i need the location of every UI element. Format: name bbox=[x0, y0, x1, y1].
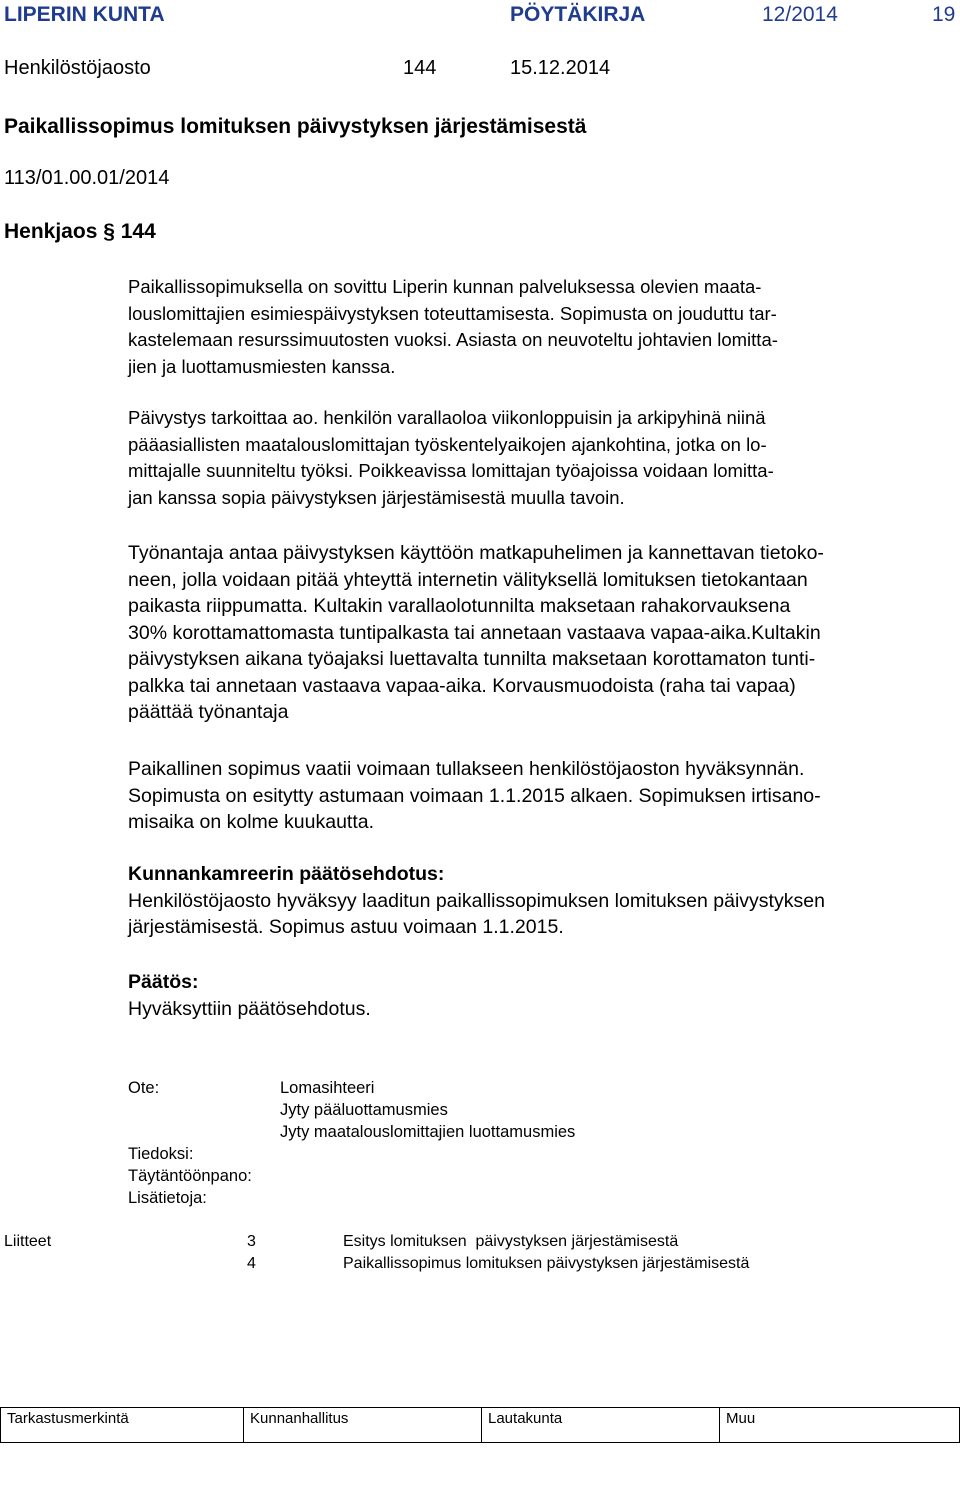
review-table bbox=[0, 1407, 960, 1443]
paragraph-line: Työnantaja antaa päivystyksen käyttöön matkapuhelimen ja kannettavan tietoko- bbox=[128, 542, 824, 564]
proposal-label: Kunnankamreerin päätösehdotus: bbox=[128, 863, 445, 885]
recipient: Jyty pääluottamusmies bbox=[280, 1101, 448, 1119]
taytantoonpano-label: Täytäntöönpano: bbox=[128, 1167, 252, 1185]
ote-recipients bbox=[280, 1077, 575, 1143]
paragraph-4 bbox=[128, 756, 954, 836]
paragraph-line: Sopimusta on esitytty astumaan voimaan 1.1.2015 alkaen. Sopimuksen irtisano- bbox=[128, 784, 821, 807]
proposal-block bbox=[128, 861, 954, 941]
review-row bbox=[1, 1408, 960, 1443]
recipient: Jyty maatalouslomittajien luottamusmies bbox=[280, 1123, 576, 1141]
document-type: PÖYTÄKIRJA bbox=[510, 3, 646, 26]
recipient: Lomasihteeri bbox=[280, 1079, 375, 1097]
paragraph-line: misaika on kolme kuukautta. bbox=[128, 811, 375, 833]
paragraph-line: Päivystys tarkoittaa ao. henkilön varallaoloa viikonloppuisin ja arkipyhinä niinä bbox=[128, 407, 766, 428]
review-cell-lautakunta: Lautakunta bbox=[482, 1408, 720, 1443]
item-code: 113/01.00.01/2014 bbox=[4, 167, 170, 189]
paragraph-1 bbox=[128, 274, 954, 380]
document-number: 12/2014 bbox=[762, 3, 838, 26]
meeting-date: 15.12.2014 bbox=[510, 57, 611, 79]
decision-label: Päätös: bbox=[128, 971, 199, 993]
lisatietoja-label: Lisätietoja: bbox=[128, 1189, 207, 1207]
tiedoksi-label: Tiedoksi: bbox=[128, 1145, 194, 1163]
proposal-line: Henkilöstöjaosto hyväksyy laaditun paikallissopimuksen lomituksen päivystyksen bbox=[128, 889, 825, 912]
paragraph-line: neen, jolla voidaan pitää yhteyttä internetin välityksellä lomituksen tietokantaan bbox=[128, 568, 808, 591]
review-cell-tarkastusmerkinta: Tarkastusmerkintä bbox=[1, 1408, 244, 1443]
review-cell-muu: Muu bbox=[720, 1408, 960, 1443]
paragraph-line: jien ja luottamusmiesten kanssa. bbox=[128, 355, 396, 377]
page-number: 19 bbox=[932, 3, 956, 26]
paragraph-line: mittajalle suunniteltu työksi. Poikkeavissa lomittajan työajoissa voidaan lomitta- bbox=[128, 460, 774, 481]
ote-label: Ote: bbox=[128, 1079, 160, 1097]
decision-block bbox=[128, 969, 954, 1022]
section-label: Henkjaos § 144 bbox=[4, 220, 156, 243]
body-name: Henkilöstöjaosto bbox=[4, 57, 151, 79]
section-number: 144 bbox=[403, 57, 437, 79]
attachment-number: 3 bbox=[247, 1233, 256, 1250]
attachments-label: Liitteet bbox=[4, 1233, 52, 1250]
decision-text: Hyväksyttiin päätösehdotus. bbox=[128, 997, 371, 1020]
paragraph-line: 30% korottamattomasta tuntipalkasta tai annetaan vastaava vapaa-aika.Kultakin bbox=[128, 621, 821, 644]
paragraph-line: jan kanssa sopia päivystyksen järjestämisestä muulla tavoin. bbox=[128, 486, 625, 508]
attachment-title: Esitys lomituksen päivystyksen järjestämisestä bbox=[343, 1233, 679, 1250]
paragraph-line: Paikallissopimuksella on sovittu Liperin kunnan palveluksessa olevien maata- bbox=[128, 276, 762, 297]
paragraph-3 bbox=[128, 540, 954, 726]
paragraph-2 bbox=[128, 405, 954, 511]
paragraph-line: kastelemaan resurssimuutosten vuoksi. Asiasta on neuvoteltu johtavien lomitta- bbox=[128, 329, 778, 350]
paragraph-line: palkka tai annetaan vastaava vapaa-aika. Korvausmuodoista (raha tai vapaa) bbox=[128, 674, 796, 697]
paragraph-line: paikasta riippumatta. Kultakin varallaolotunnilta maksetaan rahakorvauksena bbox=[128, 595, 791, 617]
attachment-number: 4 bbox=[247, 1255, 256, 1272]
review-cell-kunnanhallitus: Kunnanhallitus bbox=[244, 1408, 482, 1443]
paragraph-line: pääasiallisten maatalouslomittajan työskentelyaikojen ajankohtina, jotka on lo- bbox=[128, 433, 767, 455]
paragraph-line: louslomittajien esimiespäivystyksen toteuttamisesta. Sopimusta on jouduttu tar- bbox=[128, 302, 777, 324]
attachment-title: Paikallissopimus lomituksen päivystyksen järjestämisestä bbox=[343, 1255, 750, 1272]
paragraph-line: Paikallinen sopimus vaatii voimaan tullakseen henkilöstöjaoston hyväksynnän. bbox=[128, 758, 805, 780]
proposal-line: järjestämisestä. Sopimus astuu voimaan 1.1.2015. bbox=[128, 916, 564, 938]
municipality-name: LIPERIN KUNTA bbox=[4, 3, 165, 26]
item-title: Paikallissopimus lomituksen päivystyksen järjestämisestä bbox=[4, 115, 587, 138]
paragraph-line: päättää työnantaja bbox=[128, 701, 289, 723]
paragraph-line: päivystyksen aikana työajaksi luettavalta tunnilta maksetaan korottamaton tunti- bbox=[128, 648, 816, 670]
